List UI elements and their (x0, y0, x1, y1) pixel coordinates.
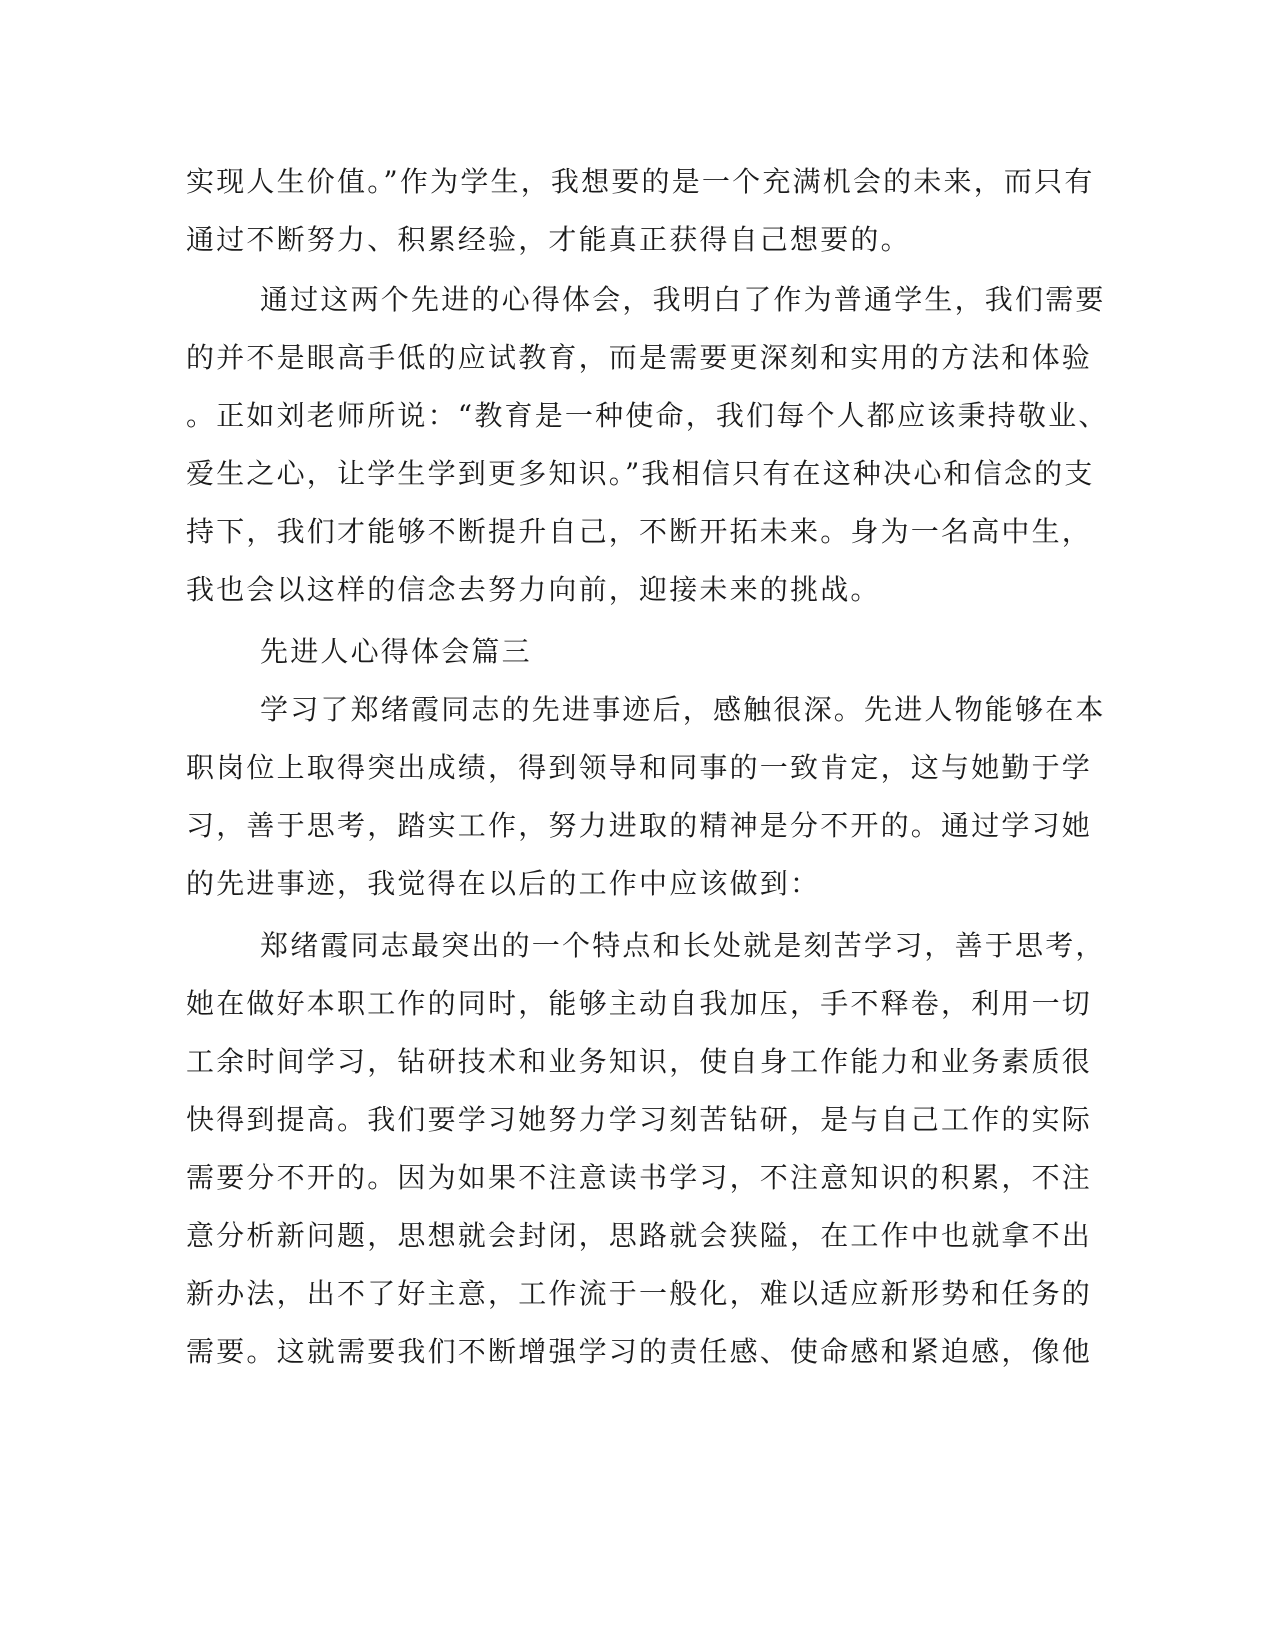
text-line: 爱生之心，让学生学到更多知识。”我相信只有在这种决心和信念的支 (186, 457, 1095, 490)
section-heading: 先进人心得体会篇三 (260, 635, 532, 668)
text-line: 的并不是眼高手低的应试教育，而是需要更深刻和实用的方法和体验 (186, 341, 1093, 374)
paragraph-start-line: 学习了郑绪霞同志的先进事迹后，感触很深。先进人物能够在本 (260, 693, 1106, 726)
text-line: 需要分不开的。因为如果不注意读书学习，不注意知识的积累，不注 (186, 1161, 1093, 1194)
text-line: 意分析新问题，思想就会封闭，思路就会狭隘，在工作中也就拿不出 (186, 1219, 1093, 1252)
text-line: 的先进事迹，我觉得在以后的工作中应该做到： (186, 867, 821, 900)
text-line: 需要。这就需要我们不断增强学习的责任感、使命感和紧迫感，像他 (186, 1335, 1093, 1368)
text-line: 职岗位上取得突出成绩，得到领导和同事的一致肯定，这与她勤于学 (186, 751, 1093, 784)
paragraph-start-line: 郑绪霞同志最突出的一个特点和长处就是刻苦学习，善于思考， (260, 929, 1106, 962)
text-line: 。正如刘老师所说：“教育是一种使命，我们每个人都应该秉持敬业、 (186, 399, 1109, 432)
text-line: 我也会以这样的信念去努力向前，迎接未来的挑战。 (186, 573, 881, 606)
text-line: 快得到提高。我们要学习她努力学习刻苦钻研，是与自己工作的实际 (186, 1103, 1093, 1136)
text-line: 她在做好本职工作的同时，能够主动自我加压，手不释卷，利用一切 (186, 987, 1093, 1020)
paragraph-start-line: 通过这两个先进的心得体会，我明白了作为普通学生，我们需要 (260, 283, 1106, 316)
text-line: 工余时间学习，钻研技术和业务知识，使自身工作能力和业务素质很 (186, 1045, 1093, 1078)
text-line: 实现人生价值。”作为学生，我想要的是一个充满机会的未来，而只有 (186, 165, 1095, 198)
text-line: 持下，我们才能够不断提升自己，不断开拓未来。身为一名高中生， (186, 515, 1093, 548)
text-line: 习，善于思考，踏实工作，努力进取的精神是分不开的。通过学习她 (186, 809, 1093, 842)
text-line: 通过不断努力、积累经验，才能真正获得自己想要的。 (186, 223, 911, 256)
text-line: 新办法，出不了好主意，工作流于一般化，难以适应新形势和任务的 (186, 1277, 1093, 1310)
